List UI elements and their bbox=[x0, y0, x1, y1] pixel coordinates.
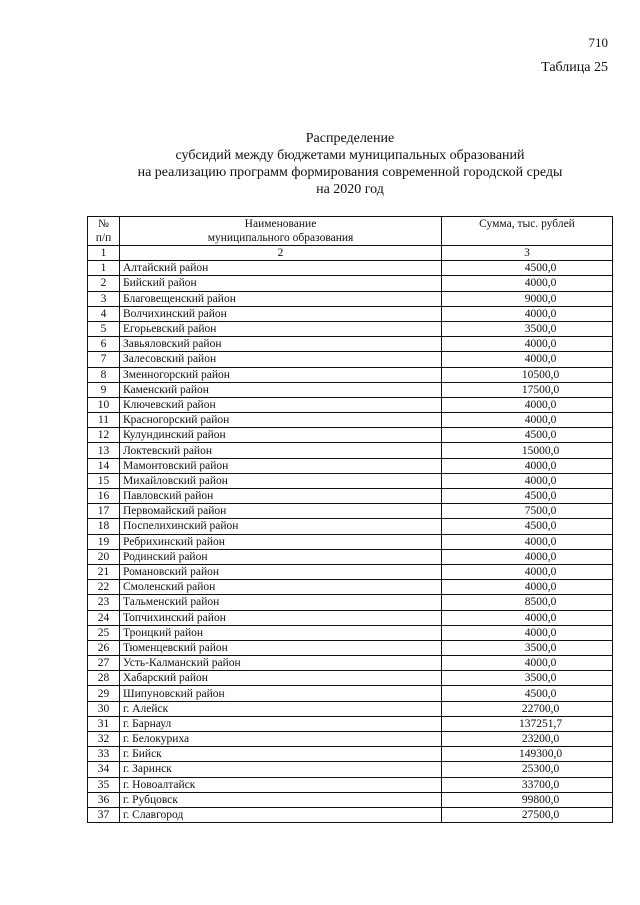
table-row bbox=[88, 747, 613, 762]
subsidy-amount: 25300,0 bbox=[442, 762, 613, 777]
table-row bbox=[88, 595, 613, 610]
row-number: 3 bbox=[88, 291, 120, 306]
subsidy-amount: 7500,0 bbox=[442, 504, 613, 519]
row-number: 29 bbox=[88, 686, 120, 701]
table-row bbox=[88, 534, 613, 549]
row-number: 25 bbox=[88, 625, 120, 640]
row-number: 31 bbox=[88, 716, 120, 731]
municipality-name: Хабарский район bbox=[120, 671, 442, 686]
row-number: 6 bbox=[88, 337, 120, 352]
row-number: 23 bbox=[88, 595, 120, 610]
subsidy-amount: 15000,0 bbox=[442, 443, 613, 458]
table-body bbox=[88, 261, 613, 823]
municipality-name: Мамонтовский район bbox=[120, 458, 442, 473]
row-number: 9 bbox=[88, 382, 120, 397]
row-number: 22 bbox=[88, 580, 120, 595]
row-number: 33 bbox=[88, 747, 120, 762]
municipality-name: Топчихинский район bbox=[120, 610, 442, 625]
subsidy-amount: 4000,0 bbox=[442, 276, 613, 291]
table-row bbox=[88, 458, 613, 473]
table-row bbox=[88, 777, 613, 792]
table-row bbox=[88, 382, 613, 397]
subsidy-amount: 8500,0 bbox=[442, 595, 613, 610]
table-row bbox=[88, 762, 613, 777]
municipality-name: Бийский район bbox=[120, 276, 442, 291]
subsidy-amount: 149300,0 bbox=[442, 747, 613, 762]
row-number: 21 bbox=[88, 564, 120, 579]
subsidy-amount: 17500,0 bbox=[442, 382, 613, 397]
header-number: № п/п bbox=[88, 217, 120, 246]
row-number: 7 bbox=[88, 352, 120, 367]
table-row bbox=[88, 671, 613, 686]
table-row bbox=[88, 701, 613, 716]
row-number: 16 bbox=[88, 489, 120, 504]
municipality-name: г. Рубцовск bbox=[120, 792, 442, 807]
row-number: 12 bbox=[88, 428, 120, 443]
subsidy-amount: 4000,0 bbox=[442, 580, 613, 595]
municipality-name: Родинский район bbox=[120, 549, 442, 564]
row-number: 20 bbox=[88, 549, 120, 564]
table-label: Таблица 25 bbox=[541, 60, 608, 75]
subsidy-amount: 22700,0 bbox=[442, 701, 613, 716]
distribution-table bbox=[87, 216, 613, 823]
subsidy-amount: 4000,0 bbox=[442, 564, 613, 579]
subsidy-amount: 4500,0 bbox=[442, 428, 613, 443]
column-number: 2 bbox=[120, 246, 442, 261]
municipality-name: Тюменцевский район bbox=[120, 640, 442, 655]
table-row bbox=[88, 656, 613, 671]
municipality-name: Поспелихинский район bbox=[120, 519, 442, 534]
subsidy-amount: 4500,0 bbox=[442, 686, 613, 701]
title-line: на реализацию программ формирования современной городской среды bbox=[137, 165, 563, 180]
title-line: на 2020 год bbox=[316, 182, 384, 197]
subsidy-amount: 4000,0 bbox=[442, 306, 613, 321]
row-number: 14 bbox=[88, 458, 120, 473]
subsidy-amount: 4000,0 bbox=[442, 413, 613, 428]
header-sum: Сумма, тыс. рублей bbox=[442, 217, 613, 246]
subsidy-amount: 4000,0 bbox=[442, 337, 613, 352]
municipality-name: г. Славгород bbox=[120, 807, 442, 822]
municipality-name: Усть-Калманский район bbox=[120, 656, 442, 671]
table-row bbox=[88, 519, 613, 534]
subsidy-amount: 99800,0 bbox=[442, 792, 613, 807]
table-row bbox=[88, 276, 613, 291]
subsidy-amount: 4000,0 bbox=[442, 534, 613, 549]
column-number-row bbox=[88, 246, 613, 261]
table-row bbox=[88, 640, 613, 655]
table-row bbox=[88, 443, 613, 458]
municipality-name: г. Алейск bbox=[120, 701, 442, 716]
table-row bbox=[88, 549, 613, 564]
table-row bbox=[88, 428, 613, 443]
row-number: 27 bbox=[88, 656, 120, 671]
table-row bbox=[88, 610, 613, 625]
row-number: 28 bbox=[88, 671, 120, 686]
column-number: 3 bbox=[442, 246, 613, 261]
municipality-name: Ключевский район bbox=[120, 397, 442, 412]
municipality-name: Первомайский район bbox=[120, 504, 442, 519]
municipality-name: Красногорский район bbox=[120, 413, 442, 428]
municipality-name: Алтайский район bbox=[120, 261, 442, 276]
table-header-row bbox=[88, 217, 613, 246]
row-number: 32 bbox=[88, 732, 120, 747]
row-number: 24 bbox=[88, 610, 120, 625]
subsidy-amount: 4500,0 bbox=[442, 489, 613, 504]
row-number: 13 bbox=[88, 443, 120, 458]
municipality-name: Шипуновский район bbox=[120, 686, 442, 701]
subsidy-amount: 4000,0 bbox=[442, 458, 613, 473]
subsidy-amount: 3500,0 bbox=[442, 321, 613, 336]
row-number: 18 bbox=[88, 519, 120, 534]
table-row bbox=[88, 792, 613, 807]
table-row bbox=[88, 352, 613, 367]
municipality-name: г. Барнаул bbox=[120, 716, 442, 731]
table-row bbox=[88, 686, 613, 701]
municipality-name: Романовский район bbox=[120, 564, 442, 579]
subsidy-amount: 4000,0 bbox=[442, 625, 613, 640]
row-number: 30 bbox=[88, 701, 120, 716]
document-title bbox=[90, 130, 610, 198]
municipality-name: Завьяловский район bbox=[120, 337, 442, 352]
municipality-name: Кулундинский район bbox=[120, 428, 442, 443]
municipality-name: г. Бийск bbox=[120, 747, 442, 762]
subsidy-amount: 33700,0 bbox=[442, 777, 613, 792]
municipality-name: Михайловский район bbox=[120, 473, 442, 488]
row-number: 11 bbox=[88, 413, 120, 428]
table-row bbox=[88, 291, 613, 306]
subsidy-amount: 4500,0 bbox=[442, 519, 613, 534]
column-number: 1 bbox=[88, 246, 120, 261]
subsidy-amount: 3500,0 bbox=[442, 671, 613, 686]
table-row bbox=[88, 306, 613, 321]
row-number: 10 bbox=[88, 397, 120, 412]
table-row bbox=[88, 807, 613, 822]
table-row bbox=[88, 580, 613, 595]
subsidy-amount: 4500,0 bbox=[442, 261, 613, 276]
subsidy-amount: 4000,0 bbox=[442, 352, 613, 367]
table-row bbox=[88, 261, 613, 276]
subsidy-amount: 4000,0 bbox=[442, 397, 613, 412]
row-number: 8 bbox=[88, 367, 120, 382]
table-row bbox=[88, 337, 613, 352]
table-row bbox=[88, 413, 613, 428]
title-line: Распределение bbox=[305, 131, 395, 146]
row-number: 36 bbox=[88, 792, 120, 807]
row-number: 35 bbox=[88, 777, 120, 792]
row-number: 5 bbox=[88, 321, 120, 336]
municipality-name: Благовещенский район bbox=[120, 291, 442, 306]
page-number: 710 bbox=[588, 35, 608, 50]
subsidy-amount: 4000,0 bbox=[442, 549, 613, 564]
municipality-name: Локтевский район bbox=[120, 443, 442, 458]
municipality-name: Волчихинский район bbox=[120, 306, 442, 321]
municipality-name: г. Новоалтайск bbox=[120, 777, 442, 792]
municipality-name: Тальменский район bbox=[120, 595, 442, 610]
subsidy-amount: 23200,0 bbox=[442, 732, 613, 747]
municipality-name: г. Белокуриха bbox=[120, 732, 442, 747]
municipality-name: Каменский район bbox=[120, 382, 442, 397]
header-name: Наименование муниципального образования bbox=[120, 217, 442, 246]
municipality-name: Залесовский район bbox=[120, 352, 442, 367]
row-number: 34 bbox=[88, 762, 120, 777]
table-row bbox=[88, 367, 613, 382]
table-row bbox=[88, 732, 613, 747]
row-number: 4 bbox=[88, 306, 120, 321]
subsidy-amount: 4000,0 bbox=[442, 656, 613, 671]
municipality-name: Егорьевский район bbox=[120, 321, 442, 336]
row-number: 37 bbox=[88, 807, 120, 822]
subsidy-amount: 137251,7 bbox=[442, 716, 613, 731]
title-line: субсидий между бюджетами муниципальных образований bbox=[175, 148, 525, 163]
municipality-name: г. Заринск bbox=[120, 762, 442, 777]
table-row bbox=[88, 716, 613, 731]
table-row bbox=[88, 504, 613, 519]
municipality-name: Павловский район bbox=[120, 489, 442, 504]
table-row bbox=[88, 321, 613, 336]
row-number: 26 bbox=[88, 640, 120, 655]
subsidy-amount: 3500,0 bbox=[442, 640, 613, 655]
municipality-name: Смоленский район bbox=[120, 580, 442, 595]
municipality-name: Троицкий район bbox=[120, 625, 442, 640]
subsidy-amount: 27500,0 bbox=[442, 807, 613, 822]
table-row bbox=[88, 489, 613, 504]
municipality-name: Ребрихинский район bbox=[120, 534, 442, 549]
subsidy-amount: 4000,0 bbox=[442, 473, 613, 488]
table-row bbox=[88, 625, 613, 640]
row-number: 2 bbox=[88, 276, 120, 291]
row-number: 17 bbox=[88, 504, 120, 519]
subsidy-amount: 10500,0 bbox=[442, 367, 613, 382]
subsidy-amount: 9000,0 bbox=[442, 291, 613, 306]
table-row bbox=[88, 564, 613, 579]
row-number: 19 bbox=[88, 534, 120, 549]
table-row bbox=[88, 473, 613, 488]
row-number: 1 bbox=[88, 261, 120, 276]
municipality-name: Змеиногорский район bbox=[120, 367, 442, 382]
table-row bbox=[88, 397, 613, 412]
subsidy-amount: 4000,0 bbox=[442, 610, 613, 625]
row-number: 15 bbox=[88, 473, 120, 488]
